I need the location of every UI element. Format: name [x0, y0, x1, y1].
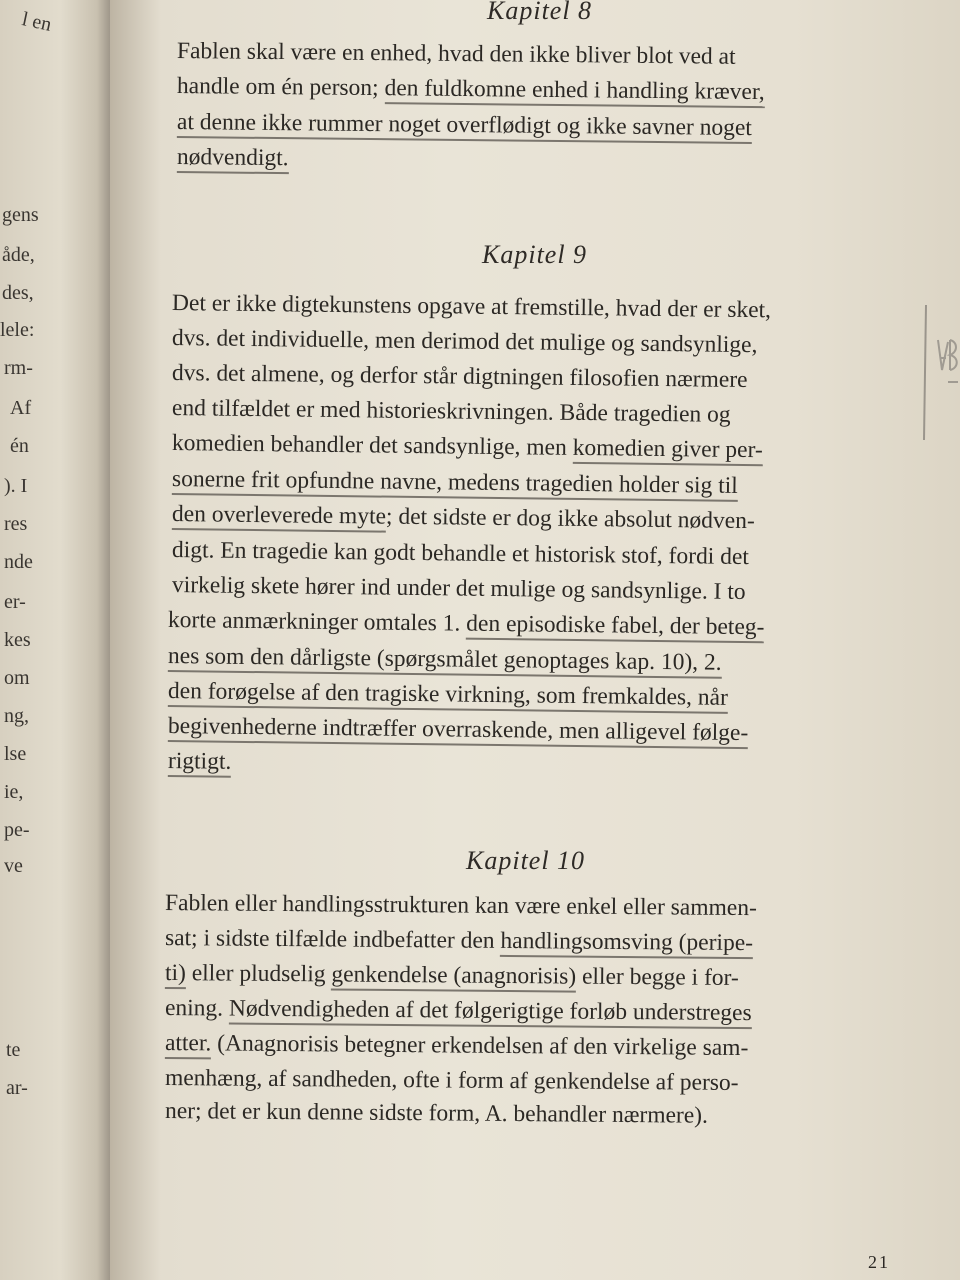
- left-page-fragment: én: [10, 435, 29, 457]
- chapter-9-line-2: dvs. det individuelle, men derimod det mulige og sandsynlige,: [171, 325, 758, 359]
- chapter-10-line-6: menhæng, af sandheden, ofte i form af genkendelse af perso-: [164, 1065, 739, 1097]
- left-page-fragment: lele:: [0, 319, 35, 341]
- left-page-fragment: res: [4, 513, 28, 535]
- left-page-fragment: l en: [20, 8, 54, 36]
- chapter-8-line-3: at denne ikke rummer noget overflødigt og ikke savner noget: [177, 109, 752, 142]
- left-page-fragment: er-: [4, 591, 26, 613]
- chapter-10-line-3: ti) eller pludselig genkendelse (anagnorisis) eller begge i for-: [164, 960, 739, 992]
- chapter-9-line-8: digt. En tragedie kan godt behandle et historisk stof, fordi det: [171, 537, 750, 571]
- chapter-10-line-1: Fablen eller handlingsstrukturen kan være enkel eller sammen-: [164, 890, 757, 922]
- chapter-9-line-13: begivenhederne indtræffer overraskende, men alligevel følge-: [168, 713, 749, 747]
- left-page-fragment: des,: [2, 282, 34, 304]
- left-page-fragment: lse: [4, 743, 27, 765]
- chapter-9-line-9: virkelig skete hører ind under det mulige og sandsynlige. I to: [171, 572, 746, 606]
- left-page-fragment: ar-: [6, 1077, 28, 1099]
- chapter-10-line-2: sat; i sidste tilfælde indbefatter den handlingsomsving (peripe-: [165, 925, 753, 957]
- chapter-9-line-4: end tilfældet er med historieskrivningen. Både tragedien og: [171, 395, 731, 428]
- page-number: 21: [868, 1252, 890, 1272]
- left-page-fragment: ie,: [4, 781, 24, 803]
- left-page-fragment: Af: [10, 397, 32, 419]
- chapter-9-line-14: rigtigt.: [168, 748, 232, 776]
- chapter-9-line-6: sonerne frit opfundne navne, medens tragedien holder sig til: [172, 466, 738, 500]
- chapter-8-line-1: Fablen skal være en enhed, hvad den ikke bliver blot ved at: [176, 38, 736, 70]
- chapter-9-line-3: dvs. det almene, og derfor står digtningen filosofien nærmere: [171, 360, 748, 394]
- chapter-9-line-1: Det er ikke digtekunstens opgave at fremstille, hvad der er sket,: [171, 290, 772, 324]
- left-page-fragment: rm-: [4, 357, 33, 379]
- left-page-fragment: om: [4, 667, 30, 689]
- chapter-8-line-4: nødvendigt.: [177, 144, 289, 172]
- left-page-fragment: pe-: [4, 819, 30, 841]
- chapter-9-line-12: den forøgelse af den tragiske virkning, som fremkaldes, når: [168, 678, 728, 712]
- chapter-9-heading: Kapitel 9: [482, 240, 588, 269]
- left-page-fragment: te: [6, 1039, 21, 1061]
- chapter-10-heading: Kapitel 10: [466, 846, 586, 875]
- left-page-fragment: ng,: [4, 705, 29, 727]
- left-facing-page: [0, 0, 110, 1280]
- left-page-fragment: ve: [4, 855, 23, 877]
- left-page-fragment: åde,: [2, 244, 35, 266]
- chapter-10-line-5: atter. (Anagnorisis betegner erkendelsen af den virkelige sam-: [164, 1030, 749, 1062]
- chapter-9-line-5: komedien behandler det sandsynlige, men komedien giver per-: [172, 430, 763, 464]
- chapter-9-line-11: nes som den dårligste (spørgsmålet genoptages kap. 10), 2.: [168, 643, 722, 677]
- left-page-fragment: nde: [4, 551, 33, 573]
- pencil-margin-mark: [912, 300, 960, 450]
- chapter-9-line-10: korte anmærkninger omtales 1. den episodiske fabel, der beteg-: [168, 607, 765, 641]
- left-page-fragment: gens: [2, 204, 39, 226]
- chapter-10-line-7: ner; det er kun denne sidste form, A. behandler nærmere).: [164, 1098, 709, 1129]
- chapter-10-line-4: ening. Nødvendigheden af det følgerigtige forløb understreges: [165, 995, 752, 1027]
- left-page-fragment: kes: [4, 629, 31, 651]
- chapter-9-line-7: den overleverede myte; det sidste er dog ikke absolut nødven-: [171, 501, 755, 535]
- chapter-8-heading: Kapitel 8: [487, 0, 593, 25]
- chapter-8-line-2: handle om én person; den fuldkomne enhed i handling kræver,: [177, 73, 765, 106]
- left-page-fragment: ). I: [4, 475, 28, 497]
